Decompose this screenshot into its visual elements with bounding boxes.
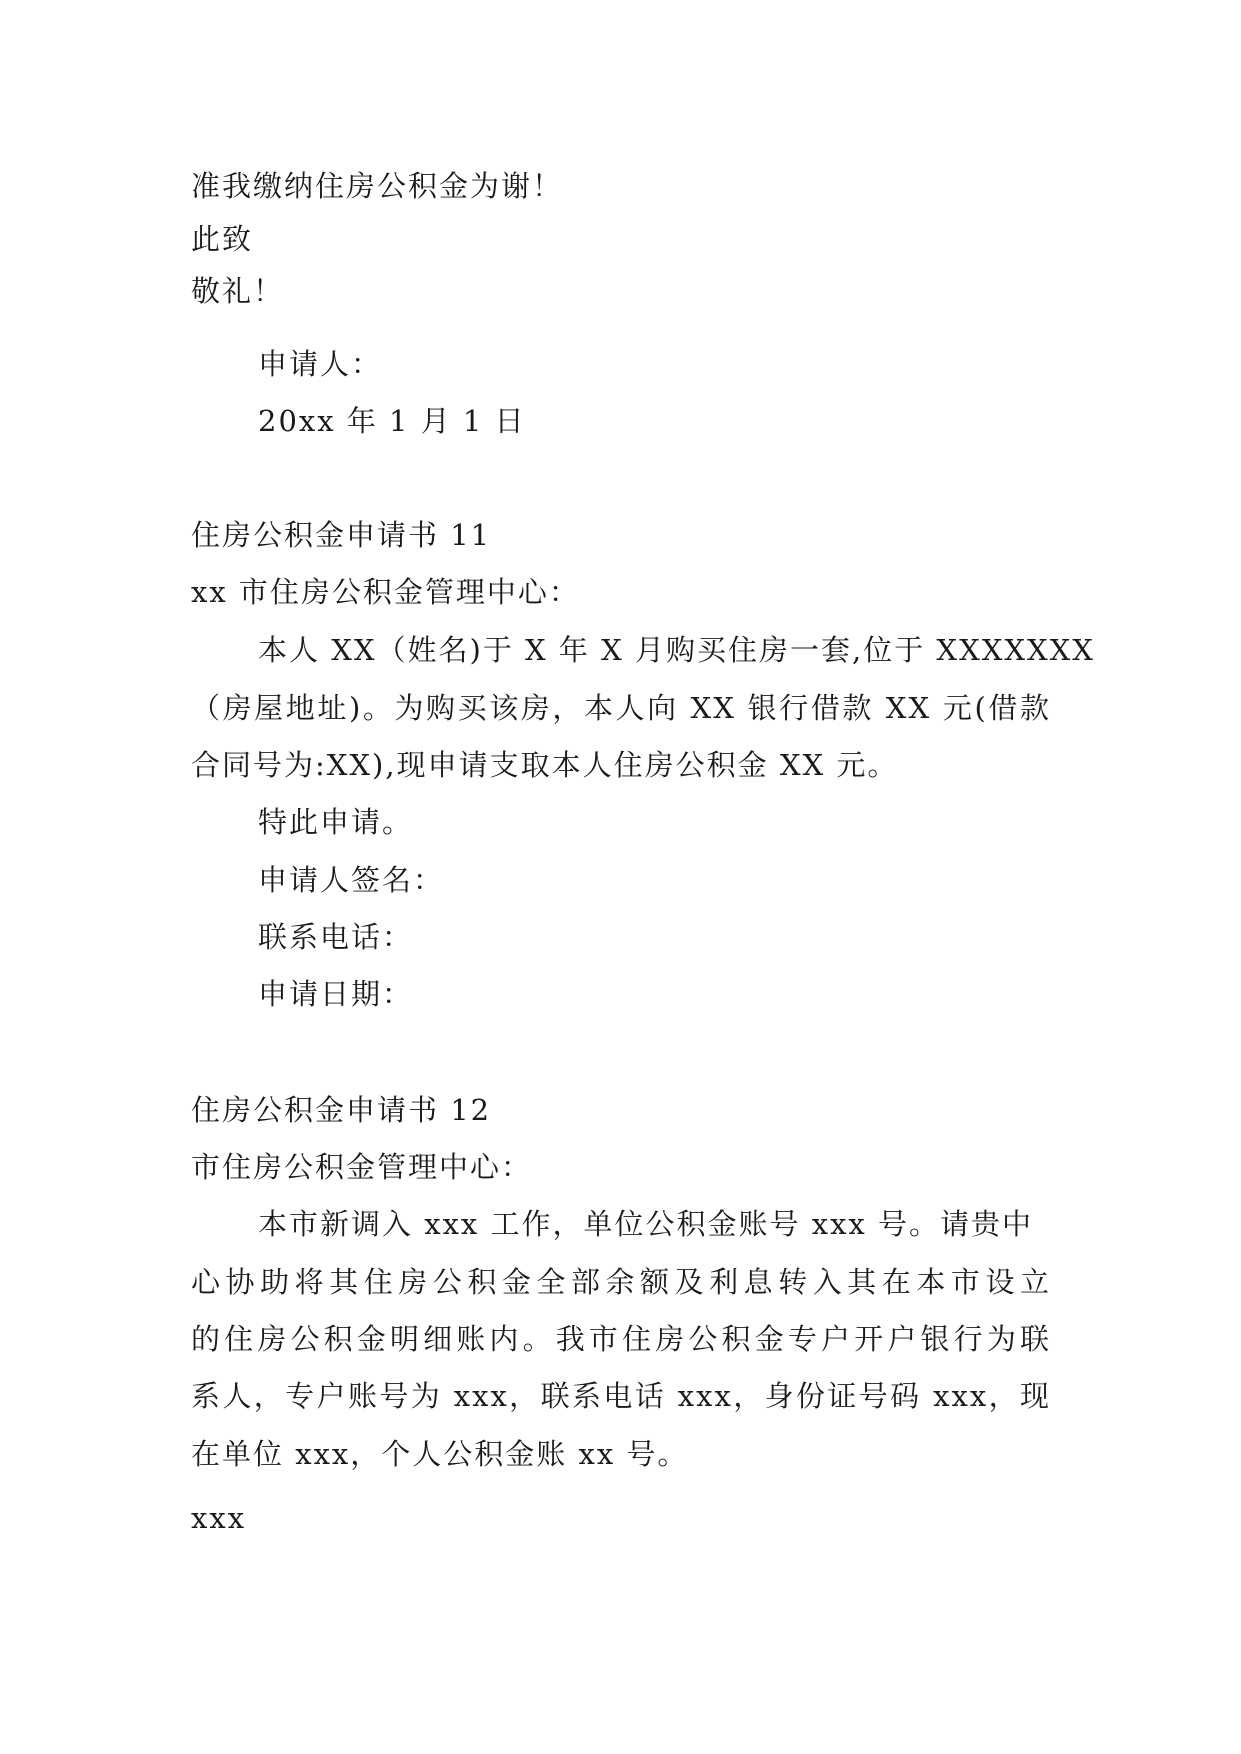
- application-date: 20xx 年 1 月 1 日: [258, 404, 526, 438]
- section-11-title: 住房公积金申请书 11: [191, 518, 492, 552]
- section-11-signature-label: 申请人签名：: [258, 863, 445, 897]
- closing-line: 准我缴纳住房公积金为谢！: [191, 169, 564, 203]
- salutation-line-1: 此致: [191, 222, 254, 256]
- section-12-body-line-4: 系人，专户账号为 xxx，联系电话 xxx，身份证号码 xxx，现: [191, 1379, 1051, 1413]
- section-11-body-line-2: （房屋地址)。为购买该房，本人向 XX 银行借款 XX 元(借款: [191, 691, 1051, 725]
- section-11-body-line-1: 本人 XX（姓名)于 X 年 X 月购买住房一套,位于 XXXXXXX: [258, 633, 1095, 667]
- section-11-recipient: xx 市住房公积金管理中心：: [191, 575, 580, 609]
- section-11-date-label: 申请日期：: [258, 977, 414, 1011]
- section-12-body-line-3: 的住房公积金明细账内。我市住房公积金专户开户银行为联: [191, 1322, 1051, 1356]
- section-12-body-line-1: 本市新调入 xxx 工作，单位公积金账号 xxx 号。请贵中: [258, 1207, 1034, 1241]
- salutation-line-2: 敬礼！: [191, 274, 285, 308]
- section-12-title: 住房公积金申请书 12: [191, 1093, 492, 1127]
- applicant-label: 申请人：: [258, 347, 383, 381]
- section-11-body-line-3: 合同号为:XX),现申请支取本人住房公积金 XX 元。: [191, 748, 899, 782]
- section-11-phone-label: 联系电话：: [258, 920, 414, 954]
- section-12-body-line-5: 在单位 xxx，个人公积金账 xx 号。: [191, 1437, 689, 1471]
- section-12-body-line-2: 心协助将其住房公积金全部余额及利息转入其在本市设立: [191, 1265, 1051, 1299]
- section-12-recipient: 市住房公积金管理中心：: [191, 1150, 533, 1184]
- section-12-footer: xxx: [191, 1501, 247, 1535]
- section-11-closing: 特此申请。: [258, 805, 414, 839]
